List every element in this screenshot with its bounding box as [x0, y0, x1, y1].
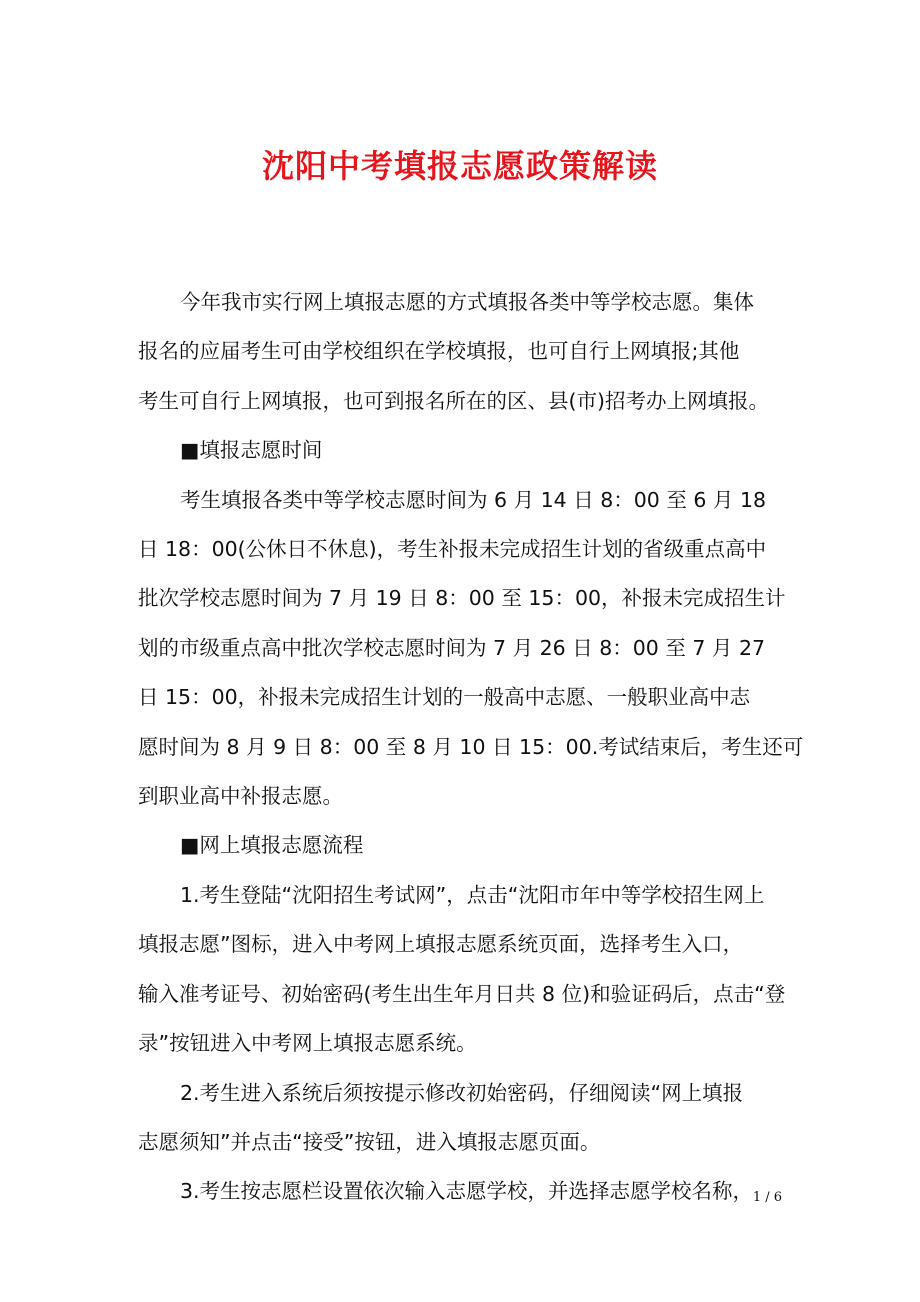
paragraph-step-2 — [138, 1069, 788, 1168]
text-line: 填报志愿”图标，进入中考网上填报志愿系统页面，选择考生入口， — [138, 932, 744, 957]
section-heading-time: ■填报志愿时间 — [180, 438, 323, 463]
text-line: 3.考生按志愿栏设置依次输入志愿学校，并选择志愿学校名称， — [180, 1179, 754, 1204]
text-line: 日 18：00(公休日不休息)，考生补报未完成招生计划的省级重点高中 — [138, 537, 767, 562]
text-line: 录”按钮进入中考网上填报志愿系统。 — [138, 1031, 477, 1056]
text-line: 考生可自行上网填报，也可到报名所在的区、县(市)招考办上网填报。 — [138, 388, 769, 413]
text-line: 输入准考证号、初始密码(考生出生年月日共 8 位)和验证码后，点击“登 — [138, 981, 786, 1006]
text-line: 今年我市实行网上填报志愿的方式填报各类中等学校志愿。集体 — [180, 290, 754, 314]
paragraph-time — [138, 476, 804, 822]
text-line: 日 15：00，补报未完成招生计划的一般高中志愿、一般职业高中志 — [138, 685, 751, 710]
text-line: 愿时间为 8 月 9 日 8：00 至 8 月 10 日 15：00.考试结束后，考生还可 — [138, 734, 804, 759]
text-line: 2.考生进入系统后须按提示修改初始密码，仔细阅读“网上填报 — [180, 1080, 744, 1105]
text-line: 批次学校志愿时间为 7 月 19 日 8：00 至 15：00，补报未完成招生计 — [138, 586, 786, 611]
page-number: 1 / 6 — [752, 1190, 782, 1205]
paragraph-step-3 — [138, 1167, 788, 1216]
text-line: 考生填报各类中等学校志愿时间为 6 月 14 日 8：00 至 6 月 18 — [180, 487, 767, 512]
document-title: 沈阳中考填报志愿政策解读 — [261, 147, 658, 185]
text-line: 划的市级重点高中批次学校志愿时间为 7 月 26 日 8：00 至 7 月 27 — [138, 635, 766, 660]
section-heading-process: ■网上填报志愿流程 — [180, 833, 364, 858]
text-line: 1.考生登陆“沈阳招生考试网”，点击“沈阳市年中等学校招生网上 — [180, 882, 765, 907]
paragraph-step-1 — [138, 871, 788, 1069]
paragraph-intro — [138, 278, 788, 426]
document-body — [138, 278, 804, 1217]
text-line: 报名的应届考生可由学校组织在学校填报，也可自行上网填报;其他 — [138, 339, 740, 364]
text-line: 到职业高中补报志愿。 — [138, 784, 343, 809]
text-line: 志愿须知”并点击“接受”按钮，进入填报志愿页面。 — [138, 1129, 601, 1154]
